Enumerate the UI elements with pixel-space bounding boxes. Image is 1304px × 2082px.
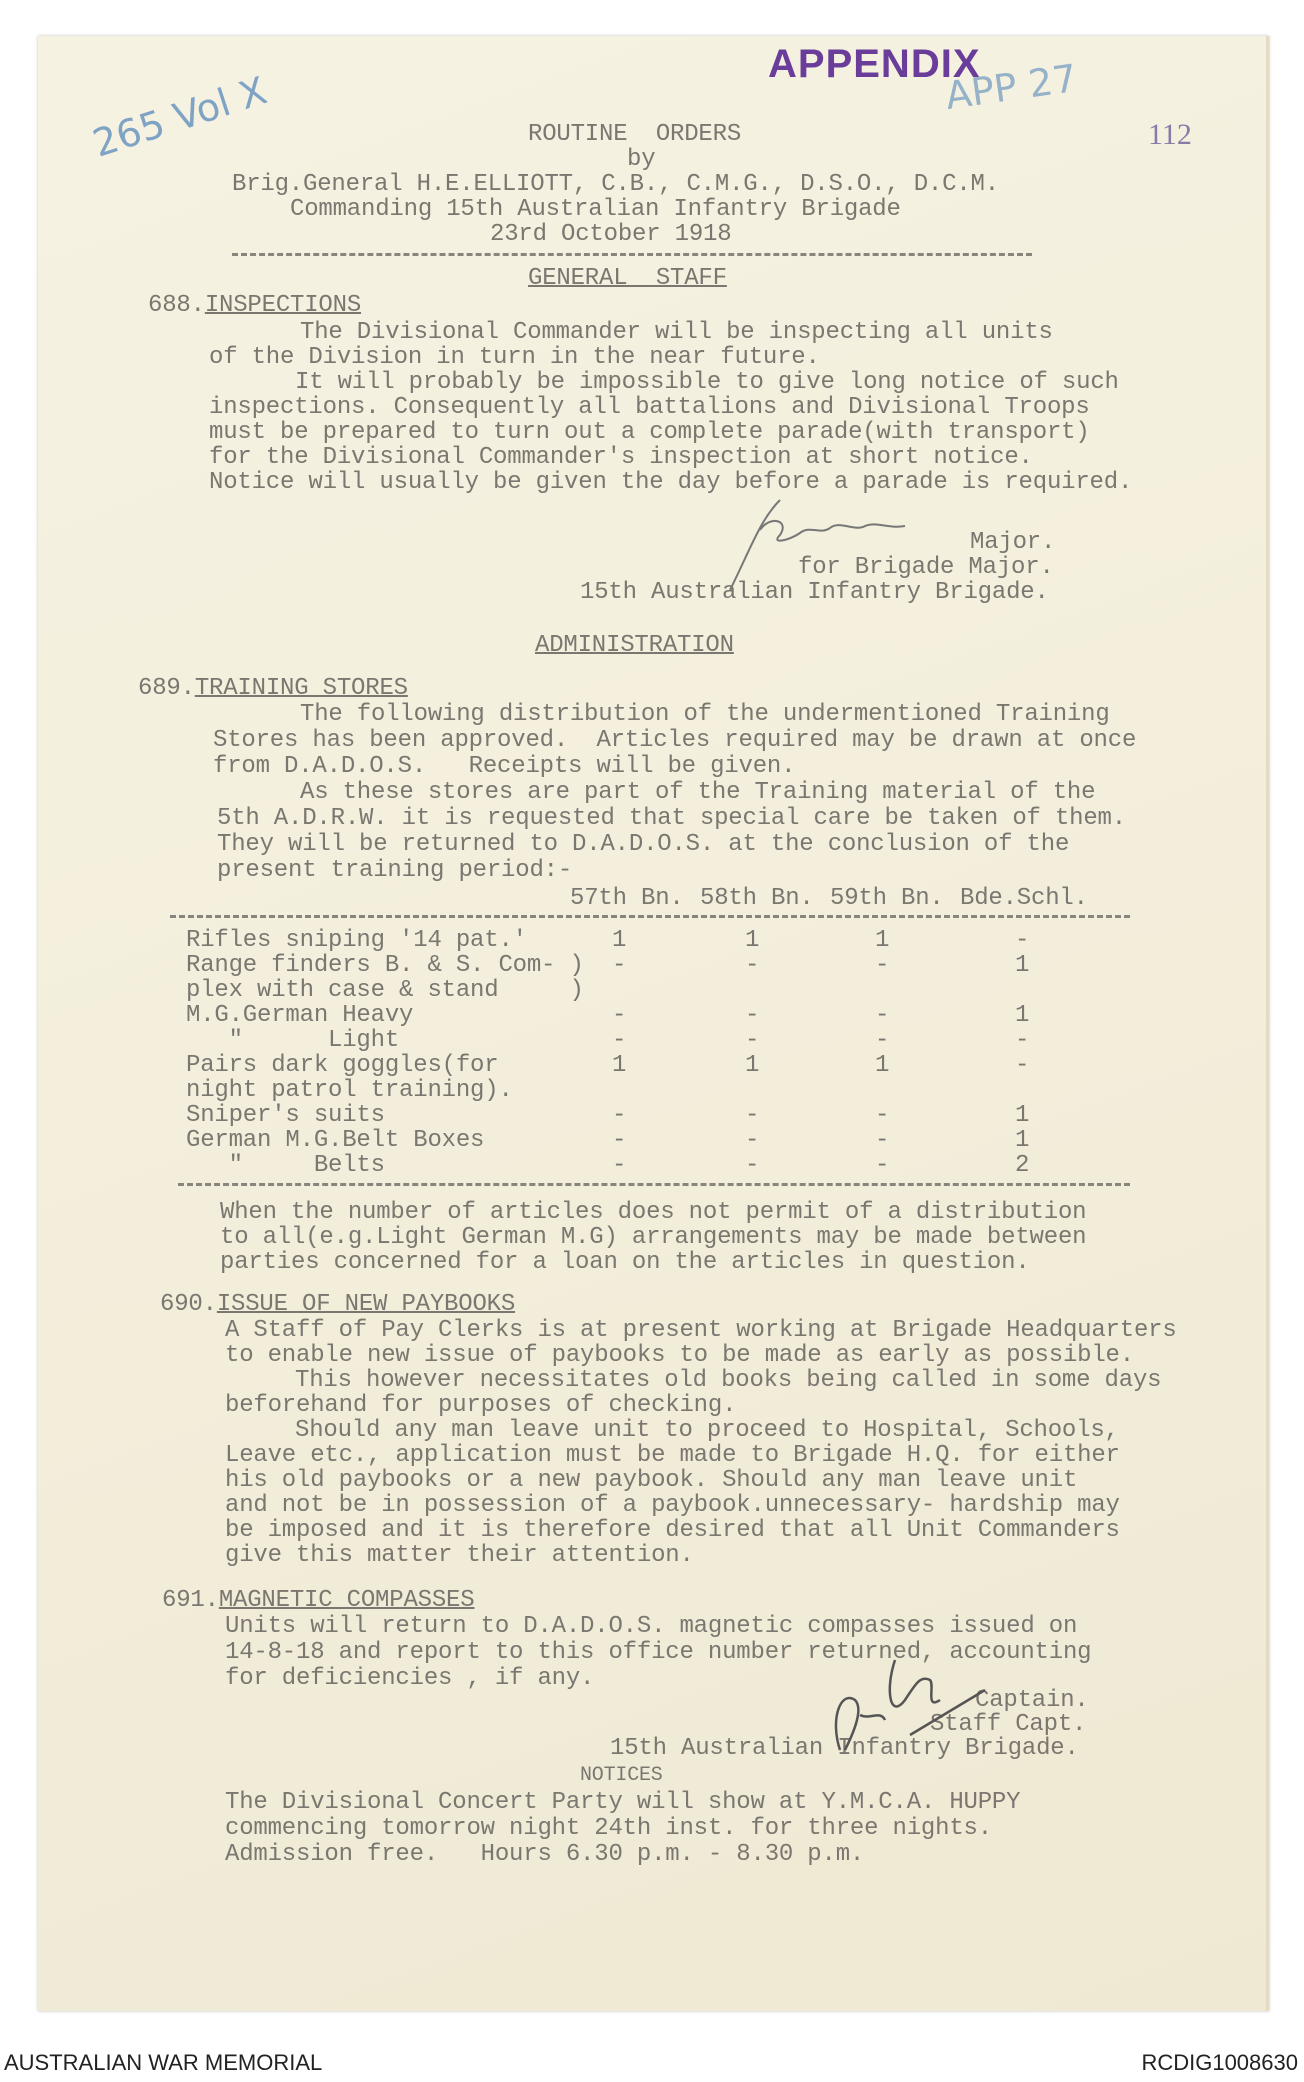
signatory-unit: 15th Australian Infantry Brigade. xyxy=(580,579,1049,606)
table-column-header: 59th Bn. xyxy=(830,885,944,912)
text-line: to enable new issue of paybooks to be made as early as possible. xyxy=(225,1342,1134,1369)
text-line: 5th A.D.R.W. it is requested that special care be taken of them. xyxy=(217,805,1126,832)
table-column-header: 58th Bn. xyxy=(700,885,814,912)
text-line: for the Divisional Commander's inspection at short notice. xyxy=(209,444,1033,471)
table-cell: - xyxy=(612,1027,627,1054)
command-line: Commanding 15th Australian Infantry Brigade xyxy=(290,196,901,223)
text-line: The following distribution of the undermentioned Training xyxy=(300,701,1110,728)
item-690-heading: 690.ISSUE OF NEW PAYBOOKS xyxy=(160,1291,516,1318)
table-cell: - xyxy=(745,1027,760,1054)
document-title: ROUTINE ORDERS xyxy=(528,121,742,148)
table-cell: - xyxy=(612,1127,627,1154)
table-row-item: German M.G.Belt Boxes xyxy=(186,1127,485,1154)
text-line: Stores has been approved. Articles required may be drawn at once xyxy=(213,727,1137,754)
table-row-item: " Belts xyxy=(186,1152,385,1179)
table-cell: - xyxy=(745,1102,760,1129)
table-row-item: Sniper's suits xyxy=(186,1102,385,1129)
text-line: inspections. Consequently all battalions and Divisional Troops xyxy=(209,394,1090,421)
text-line: be imposed and it is therefore desired that all Unit Commanders xyxy=(225,1517,1120,1544)
text-line: for deficiencies , if any. xyxy=(225,1665,595,1692)
divider xyxy=(232,253,1032,256)
notices-heading: NOTICES xyxy=(580,1764,663,1787)
table-cell: - xyxy=(875,1152,890,1179)
section-heading-general-staff: GENERAL STAFF xyxy=(528,265,727,292)
volume-annotation: 265 Vol X xyxy=(87,68,272,166)
text-line: It will probably be impossible to give long notice of such xyxy=(295,369,1119,396)
signatory-for: for Brigade Major. xyxy=(798,554,1054,581)
table-cell: 1 xyxy=(1015,1127,1030,1154)
table-row-item: M.G.German Heavy xyxy=(186,1002,414,1029)
table-cell: - xyxy=(612,1002,627,1029)
section-heading-administration: ADMINISTRATION xyxy=(535,632,734,659)
signatory-rank: Major. xyxy=(970,529,1056,556)
text-line: Should any man leave unit to proceed to Hospital, Schools, xyxy=(295,1417,1119,1444)
table-cell: - xyxy=(612,952,627,979)
table-column-header: 57th Bn. xyxy=(570,885,684,912)
handwritten-signature xyxy=(690,490,990,600)
table-cell: 1 xyxy=(1015,1102,1030,1129)
table-cell: - xyxy=(745,952,760,979)
page-number: 112 xyxy=(1148,118,1192,151)
text-line: A Staff of Pay Clerks is at present working at Brigade Headquarters xyxy=(225,1317,1177,1344)
table-cell: - xyxy=(875,952,890,979)
text-line: Units will return to D.A.D.O.S. magnetic compasses issued on xyxy=(225,1613,1078,1640)
table-cell: - xyxy=(612,1152,627,1179)
author-line: Brig.General H.E.ELLIOTT, C.B., C.M.G., D.S.O., D.C.M. xyxy=(232,171,999,198)
text-line: Admission free. Hours 6.30 p.m. - 8.30 p.m. xyxy=(225,1841,865,1868)
table-cell: - xyxy=(612,1102,627,1129)
text-line: The Divisional Commander will be inspecting all units xyxy=(300,319,1053,346)
table-cell: 1 xyxy=(875,927,890,954)
table-cell: 1 xyxy=(612,927,627,954)
captain-title: Staff Capt. xyxy=(930,1711,1087,1738)
item-688-heading: 688.INSPECTIONS xyxy=(148,292,362,319)
text-line: They will be returned to D.A.D.O.S. at the conclusion of the xyxy=(217,831,1070,858)
text-line: commencing tomorrow night 24th inst. for three nights. xyxy=(225,1815,992,1842)
table-cell: 1 xyxy=(745,1052,760,1079)
text-line: beforehand for purposes of checking. xyxy=(225,1392,737,1419)
table-cell: - xyxy=(745,1002,760,1029)
text-line: Notice will usually be given the day before a parade is required. xyxy=(209,469,1133,496)
text-line: parties concerned for a loan on the articles in question. xyxy=(220,1249,1030,1276)
table-cell: 1 xyxy=(1015,952,1030,979)
table-row-item: Pairs dark goggles(for xyxy=(186,1052,499,1079)
captain-unit: 15th Australian Infantry Brigade. xyxy=(610,1735,1079,1762)
table-cell: 1 xyxy=(745,927,760,954)
text-line: his old paybooks or a new paybook. Should any man leave unit xyxy=(225,1467,1078,1494)
table-cell: 2 xyxy=(1015,1152,1030,1179)
table-cell: - xyxy=(745,1127,760,1154)
text-line: must be prepared to turn out a complete parade(with transport) xyxy=(209,419,1090,446)
table-row-item: Range finders B. & S. Com- ) xyxy=(186,952,584,979)
table-cell: - xyxy=(1015,1052,1030,1079)
document-date: 23rd October 1918 xyxy=(490,221,732,248)
table-cell: - xyxy=(1015,1027,1030,1054)
item-691-heading: 691.MAGNETIC COMPASSES xyxy=(162,1587,475,1614)
captain-rank: Captain. xyxy=(975,1687,1089,1714)
table-cell: - xyxy=(875,1002,890,1029)
text-line: Leave etc., application must be made to Brigade H.Q. for either xyxy=(225,1442,1120,1469)
text-line: The Divisional Concert Party will show at Y.M.C.A. HUPPY xyxy=(225,1789,1021,1816)
table-cell: 1 xyxy=(612,1052,627,1079)
text-line: When the number of articles does not permit of a distribution xyxy=(220,1199,1087,1226)
text-line: give this matter their attention. xyxy=(225,1542,694,1569)
table-row-item: plex with case & stand ) xyxy=(186,977,584,1004)
footer-source: AUSTRALIAN WAR MEMORIAL xyxy=(4,2050,323,2075)
app-annotation: APP 27 xyxy=(942,56,1080,118)
footer-id: RCDIG1008630 xyxy=(1141,2050,1298,2075)
text-line: to all(e.g.Light German M.G) arrangements may be made between xyxy=(220,1224,1087,1251)
table-column-header: Bde.Schl. xyxy=(960,885,1088,912)
table-row-item: Rifles sniping '14 pat.' xyxy=(186,927,527,954)
table-cell: - xyxy=(1015,927,1030,954)
text-line: of the Division in turn in the near future. xyxy=(209,344,820,371)
captain-signature xyxy=(800,1640,1000,1760)
table-cell: - xyxy=(875,1102,890,1129)
text-line: 14-8-18 and report to this office number returned, accounting xyxy=(225,1639,1092,1666)
item-689-heading: 689.TRAINING STORES xyxy=(138,675,408,702)
text-line: present training period:- xyxy=(217,857,573,884)
table-row-item: " Light xyxy=(186,1027,400,1054)
by-line: by xyxy=(627,146,656,173)
table-cell: - xyxy=(875,1127,890,1154)
text-line: As these stores are part of the Training material of the xyxy=(300,779,1096,806)
table-row-item: night patrol training). xyxy=(186,1077,513,1104)
appendix-stamp: APPENDIX xyxy=(768,42,981,86)
table-cell: - xyxy=(875,1027,890,1054)
table-cell: - xyxy=(745,1152,760,1179)
text-line: from D.A.D.O.S. Receipts will be given. xyxy=(213,753,796,780)
table-bottom-rule xyxy=(178,1183,1130,1186)
table-cell: 1 xyxy=(875,1052,890,1079)
text-line: This however necessitates old books being called in some days xyxy=(295,1367,1162,1394)
text-line: and not be in possession of a paybook.unnecessary- hardship may xyxy=(225,1492,1120,1519)
table-top-rule xyxy=(170,915,1130,918)
table-cell: 1 xyxy=(1015,1002,1030,1029)
